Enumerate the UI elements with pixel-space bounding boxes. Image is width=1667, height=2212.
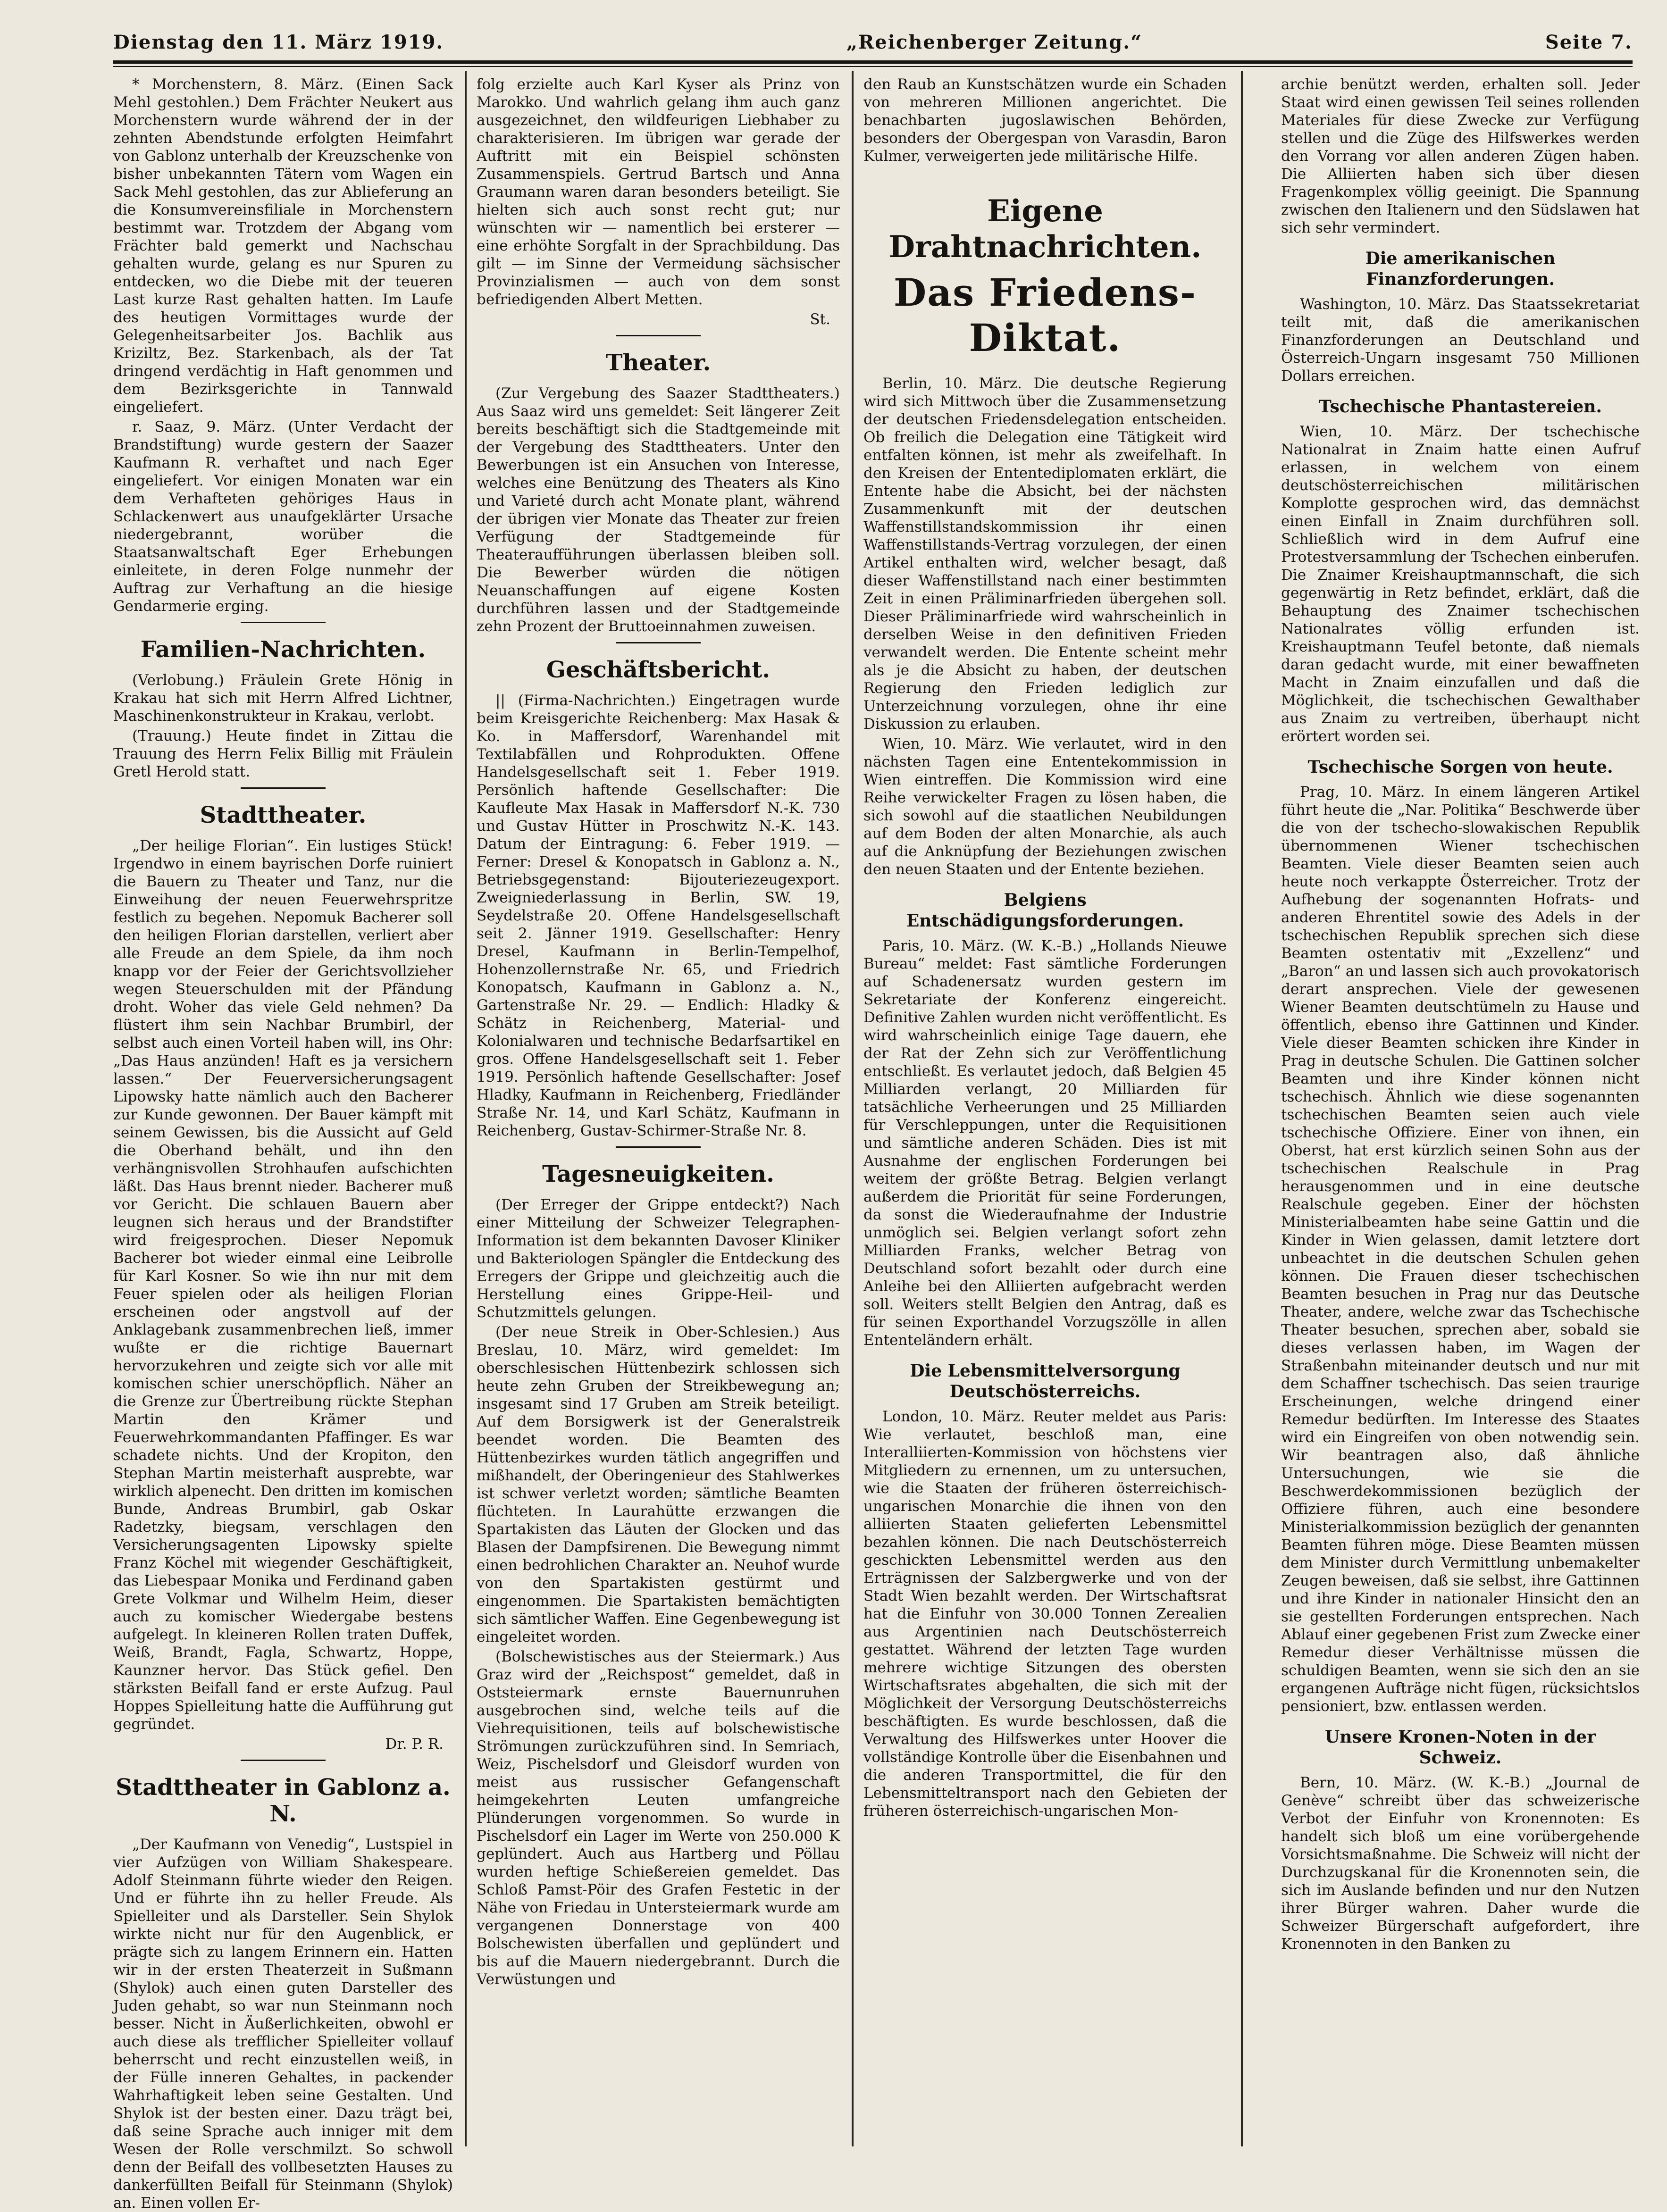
heading-lebensmittelversorgung: Die Lebensmittelversorgung Deutschösterreichs. (910, 1361, 1181, 1402)
article-saazer-stadttheater: (Zur Vergebung des Saazer Stadttheaters.) Aus Saaz wird uns gemeldet: Seit längerer Zeit bereits beschäftigt sich die Stadtgemeinde mit der Vergebung des Stadttheaters. Unter den Bewerbungen ist ein Ansuchen von Interesse, welches eine Benützung des Theaters als Kino und Varieté durch acht Monate plant, während der übrigen vier Monate das Theater zur freien Verfügung der Stadtgemeinde für Theateraufführungen überlassen bleiben soll. Die Bewerber würden die nötigen Neuanschaffungen auf eigene Kosten durchführen lassen und der Stadtgemeinde zehn Prozent der Bruttoeinnahmen zuweisen. (477, 385, 840, 635)
article-trauung: (Trauung.) Heute findet in Zittau die Trauung des Herrn Felix Billig mit Fräulein Gretl Herold statt. (113, 727, 453, 780)
heading-friedens-diktat: Das Friedens-Diktat. (893, 270, 1197, 360)
article-morchenstern: * Morchenstern, 8. März. (Einen Sack Mehl gestohlen.) Dem Frächter Neukert aus Morchenstern wurde während der in der zehnten Abendstunde erfolgten Heimfahrt von Gablonz unterhalb der Kreuzschenke von bisher unbekannten Tätern vom Wagen ein Sack Mehl gestohlen, das zur Ablieferung an die Konsumvereinsfiliale in Morchenstern bestimmt war. Trotzdem der Abgang vom Frächter bald gemerkt und Nachschau gehalten wurde, gelang es nur Spuren zu entdecken, wo die Diebe mit der teueren Last kurze Rast gehalten hatten. Im Laufe des heutigen Vormittages wurde der Gelegenheitsarbeiter Jos. Bachlik aus Kriziltz, Bez. Starkenbach, als der Tat dringend verdächtig in Haft genommen und dem Bezirksgerichte in Tannwald eingeliefert. (113, 76, 453, 416)
article-streik-oberschlesien: (Der neue Streik in Ober-Schlesien.) Aus Breslau, 10. März, wird gemeldet: Im oberschlesischen Hüttenbezirk schlossen sich heute zehn Gruben der Streikbewegung an; insgesamt sind 17 Gruben am Streik beteiligt. Auf dem Borsigwerk ist der Generalstreik beendet worden. Die Beamten des Hüttenbezirkes wurden tätlich angegriffen und mißhandelt, der Oberingenieur des Stahlwerkes ist schwer verletzt worden; sämtliche Beamten flüchteten. In Laurahütte erzwangen die Spartakisten das Läuten der Glocken und das Blasen der Dampfsirenen. Die Bewegung nimmt einen bedrohlichen Charakter an. Neuhof wurde von den Spartakisten gestürmt und eingenommen. Die Spartakisten bemächtigten sich sämtlicher Waffen. Eine Gegenbewegung ist eingeleitet worden. (477, 1324, 840, 1645)
article-grippe: (Der Erreger der Grippe entdeckt?) Nach einer Mitteilung der Schweizer Telegraphen-Information ist dem bekannten Davoser Kliniker und Bakteriologen Spängler die Entdeckung des Erregers der Grippe und gleichzeitig auch die Herstellung eines Grippe-Heil- und Schutzmittels gelungen. (477, 1196, 840, 1321)
article-verlobung: (Verlobung.) Fräulein Grete Hönig in Krakau hat sich mit Herrn Alfred Lichtner, Maschinenkonstrukteur in Krakau, verlobt. (113, 672, 453, 725)
article-venedig-continued: folg erzielte auch Karl Kyser als Prinz von Marokko. Und wahrlich gelang ihm auch ganz ausgezeichnet, den wildfeurigen Liebhaber zu charakterisieren. Im übrigen war gerade der Auftritt mit ein Beispiel schönsten Zusammenspiels. Gertrud Bartsch und Anna Graumann waren daran besonders beteiligt. Sie hielten sich auch sonst recht gut; nur wünschten wir — namentlich bei ersterer — eine erhöhte Sorgfalt in der Sprachbildung. Das gilt — im Sinne der Vermeidung sächsischer Provinzialismen — auch von dem sonst befriedigenden Albert Metten. (477, 76, 840, 308)
heading-eigene-drahtnachrichten: Eigene Drahtnachrichten. (888, 193, 1202, 265)
article-paris-belgien: Paris, 10. März. (W. K.-B.) „Hollands Nieuwe Bureau“ meldet: Fast sämtliche Forderungen auf Schadenersatz wurden gestern im Sekretariate der Konferenz eingereicht. Definitive Zahlen wurden nicht veröffentlicht. Es wird wahrscheinlich einige Tage dauern, ehe der Rat der Zehn sich zur Veröffentlichung entschließt. Es verlautet jedoch, daß Belgien 45 Milliarden verlangt, 20 Milliarden für tatsächliche Verheerungen und 25 Milliarden für Verschleppungen, unter die Requisitionen und sämtliche anderen Schäden. Dies ist mit Ausnahme der englischen Forderungen bei weitem der größte Betrag. Belgien verlangt außerdem die Priorität für seine Forderungen, da sonst die Wiederaufnahme der Industrie unmöglich sei. Belgien verlangt sofort zehn Milliarden Franks, welcher Betrag von Deutschland sofort bezahlt oder durch eine Anleihe bei den Alliierten aufgebracht werden soll. Weiters stellt Belgien den Antrag, daß es für seinen Exporthandel Vorzugszölle in allen Ententeländern erhält. (863, 937, 1227, 1349)
article-washington: Washington, 10. März. Das Staatssekretariat teilt mit, daß die amerikanischen Finanzforderungen an Deutschland und Österreich-Ungarn insgesamt 750 Millionen Dollars erreichen. (1281, 296, 1640, 384)
header-rule (113, 60, 1633, 64)
heading-amerikanische-finanzforderungen: Die amerikanischen Finanzforderungen. (1365, 249, 1556, 289)
section-rule (241, 622, 326, 623)
header-rule-thin (113, 66, 1633, 67)
heading-tagesneuigkeiten: Tagesneuigkeiten. (542, 1161, 774, 1187)
heading-familien-nachrichten: Familien-Nachrichten. (140, 636, 426, 663)
signature: Dr. P. R. (385, 1736, 444, 1753)
column-divider (852, 71, 854, 2146)
column-divider (1241, 71, 1243, 2146)
article-kaufmann-von-venedig: „Der Kaufmann von Venedig“, Lustspiel in vier Aufzügen von William Shakespeare. Adolf Steinmann führte wieder den Reigen. Und er führte ihn zu heller Freude. Als Spielleiter und als Darsteller. Sein Shylok wirkte nicht nur für den Augenblick, er prägte sich zu langem Erinnern ein. Hatten wir in der ersten Theaterzeit in Sußmann (Shylok) auch einen guten Darsteller des Juden gehabt, so war nun Steinmann noch besser. Nicht in Äußerlichkeiten, obwohl er auch diese als trefflicher Spielleiter vollauf beherrscht und recht einzustellen weiß, in der Fülle inneren Gehaltes, in packender Wahrhaftigkeit leben seine Gestalten. Und Shylok ist der besten einer. Dazu trägt bei, daß seine Sprache auch inniger mit dem Wesen der Rolle verschmilzt. So schwoll denn der Beifall des vollbesetzten Hauses zu dankerfüllten Beifall für Steinmann (Shylok) an. Einen vollen Er- (113, 1836, 453, 2212)
article-lebensmittel-continued: archie benützt werden, erhalten soll. Jeder Staat wird einen gewissen Teil seines rollenden Materiales für diese Zwecke zur Verfügung stellen und die Züge des Hilfswerkes werden den Vorrang vor allen anderen Zügen haben. Die Alliierten haben sich über diesen Fragenkomplex völlig geeinigt. Die Spannung zwischen den Italienern und den Südslawen hat sich sehr vermindert. (1281, 76, 1640, 236)
article-steiermark-continued: den Raub an Kunstschätzen wurde ein Schaden von mehreren Millionen angerichtet. Die benachbarten jugoslawischen Behörden, besonders der Obergespan von Varasdin, Baron Kulmer, verweigerten jede militärische Hilfe. (863, 76, 1227, 165)
article-prag-beamte: Prag, 10. März. In einem längeren Artikel führt heute die „Nar. Politika“ Beschwerde über die von der tschecho-slowakischen Republik übernommenen Wiener tschechischen Beamten. Viele dieser Beamten seien auch heute noch verkappte Österreicher. Trotz der Aufhebung der sogenannten Hofrats- und anderen Ehrentitel sowie des Adels in der tschechischen Republik sprechen sich diese Beamten ostentativ mit „Exzellenz“ und „Baron“ an und lassen sich auch provokatorisch derart ansprechen. Viele der gewesenen Wiener Beamten deutschtümeln zu Hause und öffentlich, ebenso ihre Gattinnen und Kinder. Viele dieser Beamten schicken ihre Kinder in Prag in deutsche Schulen. Die Gattinen solcher Beamten und ihre Kinder können nicht tschechisch. Ähnlich wie diese sogenannten tschechischen Beamten seien auch viele tschechische Offiziere. Einer von ihnen, ein Oberst, hat erst kürzlich seinen Sohn aus der tschechischen Realschule in Prag herausgenommen und in eine deutsche Realschule gegeben. Einer der höchsten Ministerialbeamten habe seine Gattin und die Kinder in Wien gelassen, damit letztere dort unbeachtet in die deutschen Schulen gehen können. Die Frauen dieser tschechischen Beamten besuchen in Prag nur das Deutsche Theater, andere, welche zwar das Tschechische Theater besuchen, sprechen aber, sobald sie dieses verlassen haben, im Wagen der Straßenbahn miteinander deutsch und nur mit dem Schaffner tschechisch. Das seien traurige Erscheinungen, welche dringend einer Remedur bedürften. Im Interesse des Staates wird ein Eingreifen von oben notwendig sein. Wir beantragen also, daß ähnliche Untersuchungen, wie sie die Beschwerdekommissionen bezüglich der Offiziere führen, auch eine besondere Ministerialkommission bezüglich der genannten Beamten führen möge. Diese Beamten müssen dem Minister durch Vermittlung unbemakelter Zeugen beweisen, daß sie selbst, ihre Gattinnen und ihre Kinder in nationaler Hinsicht den an sie gestellten Forderungen entsprechen. Nach Ablauf einer gegebenen Frist zum Zwecke einer Remedur dieser Verhältnisse müssen die schuldigen Beamten, wenn sie sich den an sie ergangenen Aufträge nicht fügen, rücksichtslos pensioniert, bzw. entlassen werden. (1281, 784, 1640, 1715)
heading-tschechische-phantastereien: Tschechische Phantastereien. (1319, 397, 1602, 417)
article-wien-ententekommission: Wien, 10. März. Wie verlautet, wird in den nächsten Tagen eine Ententekommission in Wien eintreffen. Die Kommission wird eine Reihe verwickelter Fragen zu lösen haben, die sich sowohl auf die staatlichen Neubildungen auf dem Boden der alten Monarchie, als auch auf die Anknüpfung der Beziehungen zwischen den neuen Staaten und der Entente beziehen. (863, 735, 1227, 878)
article-wien-znaim: Wien, 10. März. Der tschechische Nationalrat in Znaim hatte einen Aufruf erlassen, in welchem von einem deutschösterreichischen militärischen Komplotte gesprochen wird, das demnächst einen Einfall in Znaim durchführen soll. Schließlich wird in dem Aufruf eine Protestversammlung der Tschechen einberufen. Die Znaimer Kreishauptmannschaft, die sich gegenwärtig in Retz befindet, erklärt, daß die Behauptung des Znaimer tschechischen Nationalrates völlig erfunden ist. Kreishauptmann Teufel betonte, daß niemals daran gedacht wurde, mit einer bewaffneten Macht in Znaim einzufallen und daß die Möglichkeit, die tschechischen Gewalthaber aus Znaim zu vertreiben, überhaupt nicht erörtert worden sei. (1281, 423, 1640, 745)
heading-geschaeftsbericht: Geschäftsbericht. (546, 657, 771, 683)
section-rule (241, 787, 326, 789)
article-bolschewistisches-steiermark: (Bolschewistisches aus der Steiermark.) Aus Graz wird der „Reichspost“ gemeldet, daß in Oststeiermark ernste Bauernunruhen ausgebrochen sind, welche teils auf die Viehrequisitionen, teils auf bolschewistische Strömungen zurückzuführen sind. In Semriach, Weiz, Pischelsdorf und Gleisdorf wurden von meist aus russischer Gefangenschaft heimgekehrten Leuten umfangreiche Plünderungen vorgenommen. So wurde in Pischelsdorf ein Lager im Werte von 250.000 K geplündert. Auch aus Hartberg und Pöllau wurden heftige Schießereien gemeldet. Das Schloß Pamst-Pöir des Grafen Festetic in der Nähe von Friedau in Untersteiermark wurde am vergangenen Donnerstage von 400 Bolschewisten überfallen und geplündert und bis auf die Mauern niedergebrannt. Durch die Verwüstungen und (477, 1648, 840, 1988)
heading-theater: Theater. (605, 350, 711, 376)
header-page-number: Seite 7. (1545, 31, 1633, 53)
header-masthead: „Reichenberger Zeitung.“ (846, 31, 1143, 53)
column-3 (863, 75, 1227, 2142)
heading-tschechische-sorgen: Tschechische Sorgen von heute. (1307, 757, 1613, 777)
heading-stadttheater: Stadttheater. (200, 802, 367, 828)
article-saaz: r. Saaz, 9. März. (Unter Verdacht der Brandstiftung) wurde gestern der Saazer Kaufmann R. verhaftet und nach Eger eingeliefert. Vor einigen Monaten war ein dem Verhafteten gehöriges Haus in Schlackenwert aus unaufgeklärter Ursache niedergebrannt, worüber die Staatsanwaltschaft Eger Erhebungen einleitete, in deren Folge nunmehr der Auftrag zur Verhaftung an die hiesige Gendarmerie erging. (113, 418, 453, 615)
column-4 (1281, 75, 1640, 2142)
heading-stadttheater-gablonz: Stadttheater in Gablonz a. N. (116, 1774, 451, 1827)
column-1 (113, 75, 453, 2212)
article-berlin-friedensdelegation: Berlin, 10. März. Die deutsche Regierung wird sich Mittwoch über die Zusammensetzung der deutschen Friedensdelegation entscheiden. Ob freilich die Delegation eine Tätigkeit wird entfalten können, ist mehr als zweifelhaft. In den Kreisen der Ententediplomaten erklärt, die Entente habe die Absicht, bei der nächsten Zusammenkunft mit der deutschen Waffenstillstandskommission ihr einen Waffenstillstands-Vertrag vorzulegen, der einen Artikel enthalten wird, welcher besagt, daß dieser Waffenstillstand nach einer bestimmten Zeit in einen Präliminarfrieden übergehen soll. Dieser Präliminarfriede wird wahrscheinlich in derselben Weise in den definitiven Frieden verwandelt werden. Die Entente scheint mehr als je die Absicht zu haben, der deutschen Regierung den Frieden lediglich zur Unterzeichnung vorzulegen, ohne ihr eine Diskussion zu erlauben. (863, 375, 1227, 733)
section-rule (616, 642, 701, 643)
heading-belgien-entschaedigung: Belgiens Entschädigungsforderungen. (906, 890, 1184, 931)
heading-kronen-noten-schweiz: Unsere Kronen-Noten in der Schweiz. (1324, 1727, 1596, 1768)
article-firma-nachrichten: || (Firma-Nachrichten.) Eingetragen wurde beim Kreisgerichte Reichenberg: Max Hasak & Ko. in Maffersdorf, Warenhandel mit Textilabfällen und Rohprodukten. Offene Handelsgesellschaft seit 1. Feber 1919. Persönlich haftende Gesellschafter: Die Kaufleute Max Hasak in Maffersdorf N.-K. 730 und Gustav Hütter in Proschwitz N.-K. 143. Datum der Eintragung: 6. Feber 1919. — Ferner: Dresel & Konopatsch in Gablonz a. N., Betriebsgegenstand: Bijouteriezeugexport. Zweigniederlassung in Berlin, SW. 19, Seydelstraße 20. Offene Handelsgesellschaft seit 2. Jänner 1919. Gesellschafter: Henry Dresel, Kaufmann in Berlin-Tempelhof, Hohenzollernstraße Nr. 65, und Friedrich Konopatsch, Kaufmann in Gablonz a. N., Gartenstraße Nr. 29. — Endlich: Hladky & Schätz in Reichenberg, Material- und Kolonialwaren und technische Bedarfsartikel en gros. Offene Handelsgesellschaft seit 1. Feber 1919. Persönlich haftende Gesellschafter: Josef Hladky, Kaufmann in Reichenberg, Friedländer Straße Nr. 14, und Karl Schätz, Kaufmann in Reichenberg, Gustav-Schirmer-Straße Nr. 8. (477, 692, 840, 1139)
article-london-lebensmittel: London, 10. März. Reuter meldet aus Paris: Wie verlautet, beschloß man, eine Interalliierten-Kommission von höchstens vier Mitgliedern zu ernennen, um zu untersuchen, wie die Staaten der früheren österreichisch-ungarischen Monarchie die ihnen von den alliierten Staaten gelieferten Lebensmittel bezahlen können. Die nach Deutschösterreich geschickten Lebensmittel werden aus den Erträgnissen der Salzbergwerke und von der Stadt Wien bezahlt werden. Der Wirtschaftsrat hat die Einfuhr von 30.000 Tonnen Zerealien aus Argentinien nach Deutschösterreich gestattet. Während der letzten Tage wurden mehrere wichtige Sitzungen des obersten Wirtschaftsrates abgehalten, die sich mit der Möglichkeit der Versorgung Deutschösterreichs beschäftigten. Es wurde beschlossen, daß die Verwaltung des Hilfswerkes unter Hoover die vollständige Kontrolle über die Eisenbahnen und die anderen Transportmittel, die für den Lebensmitteltransport nach den Gebieten der früheren österreichisch-ungarischen Mon- (863, 1408, 1227, 1820)
section-rule (616, 1146, 701, 1148)
article-heilige-florian: „Der heilige Florian“. Ein lustiges Stück! Irgendwo in einem bayrischen Dorfe ruiniert die Bauern zu Theater und Tanz, nur die Einweihung der neuen Feuerwehrspritze festlich zu begehen. Nepomuk Bacherer soll den heiligen Florian darstellen, verliert aber alle Freude an dem Spiele, da ihm noch knapp vor der Feier der Gerichtsvollzieher wegen Steuerschulden mit der Pfändung droht. Woher das viele Geld nehmen? Da flüstert ihm sein Nachbar Brumbirl, der selbst auch einen Vorteil haben will, ins Ohr: „Das Haus anzünden! Haft es ja versichern lassen.“ Der Feuerversicherungsagent Lipowsky hatte nämlich auch den Bacherer zur Kunde gewonnen. Der Bauer kämpft mit seinem Gewissen, bis die Aussicht auf Geld die Oberhand behält, und ihn den verhängnisvollen Strohhaufen aufschichten läßt. Das Haus brennt nieder. Bacherer muß vor Gericht. Die schlauen Bauern aber leugnen sich heraus und der Brandstifter wird freigesprochen. Dieser Nepomuk Bacherer bot wieder einmal eine Leibrolle für Karl Kosner. So wie ihn nur mit dem Feuer spielen oder als heiligen Florian erscheinen oder angstvoll auf der Anklagebank zusammenbrechen ließ, immer wußte er die richtige Bauernart hervorzukehren und zeigte sich vor alle mit komischen schier unerschöpflich. Näher an die Grenze zur Übertreibung rückte Stephan Martin den Krämer und Feuerwehrkommandanten Pfaffinger. Es war schadete nichts. Und der Kropiton, den Stephan Martin meisterhaft ausprebte, war wirklich alpenecht. Den dritten im komischen Bunde, Andreas Brumbirl, gab Oskar Radetzky, biegsam, verschlagen den Versicherungsagenten Lipowsky spielte Franz Köchel mit wiegender Geschäftigkeit, das Liebespaar Monika und Ferdinand gaben Grete Volkmar und Wilhelm Heim, dieser auch zu komischer Wiedergabe bestens aufgelegt. In kleineren Rollen traten Duffek, Weiß, Brandt, Fagla, Schwartz, Hoppe, Kaunzner hervor. Das Stück gefiel. Den stärksten Beifall fand er erste Aufzug. Paul Hoppes Spielleitung hatte die Aufführung gut gegründet. (113, 837, 453, 1733)
section-rule (616, 335, 701, 336)
article-bern-kronennoten: Bern, 10. März. (W. K.-B.) „Journal de Genève“ schreibt über das schweizerische Verbot der Einfuhr von Kronennoten: Es handelt sich bloß um eine vorübergehende Vorsichtsmaßnahme. Die Schweiz will nicht der Durchzugskanal für die Kronennoten sein, die sich im Auslande befinden und nur den Nutzen ihrer Bürger wahren. Daher wurde die Schweizer Bürgerschaft aufgefordert, ihre Kronennoten in den Banken zu (1281, 1774, 1640, 1953)
column-2 (477, 75, 840, 2142)
page-header (113, 29, 1633, 55)
section-rule (241, 1760, 326, 1761)
column-divider (465, 71, 467, 2146)
signature: St. (810, 311, 830, 328)
header-date: Dienstag den 11. März 1919. (113, 31, 444, 53)
